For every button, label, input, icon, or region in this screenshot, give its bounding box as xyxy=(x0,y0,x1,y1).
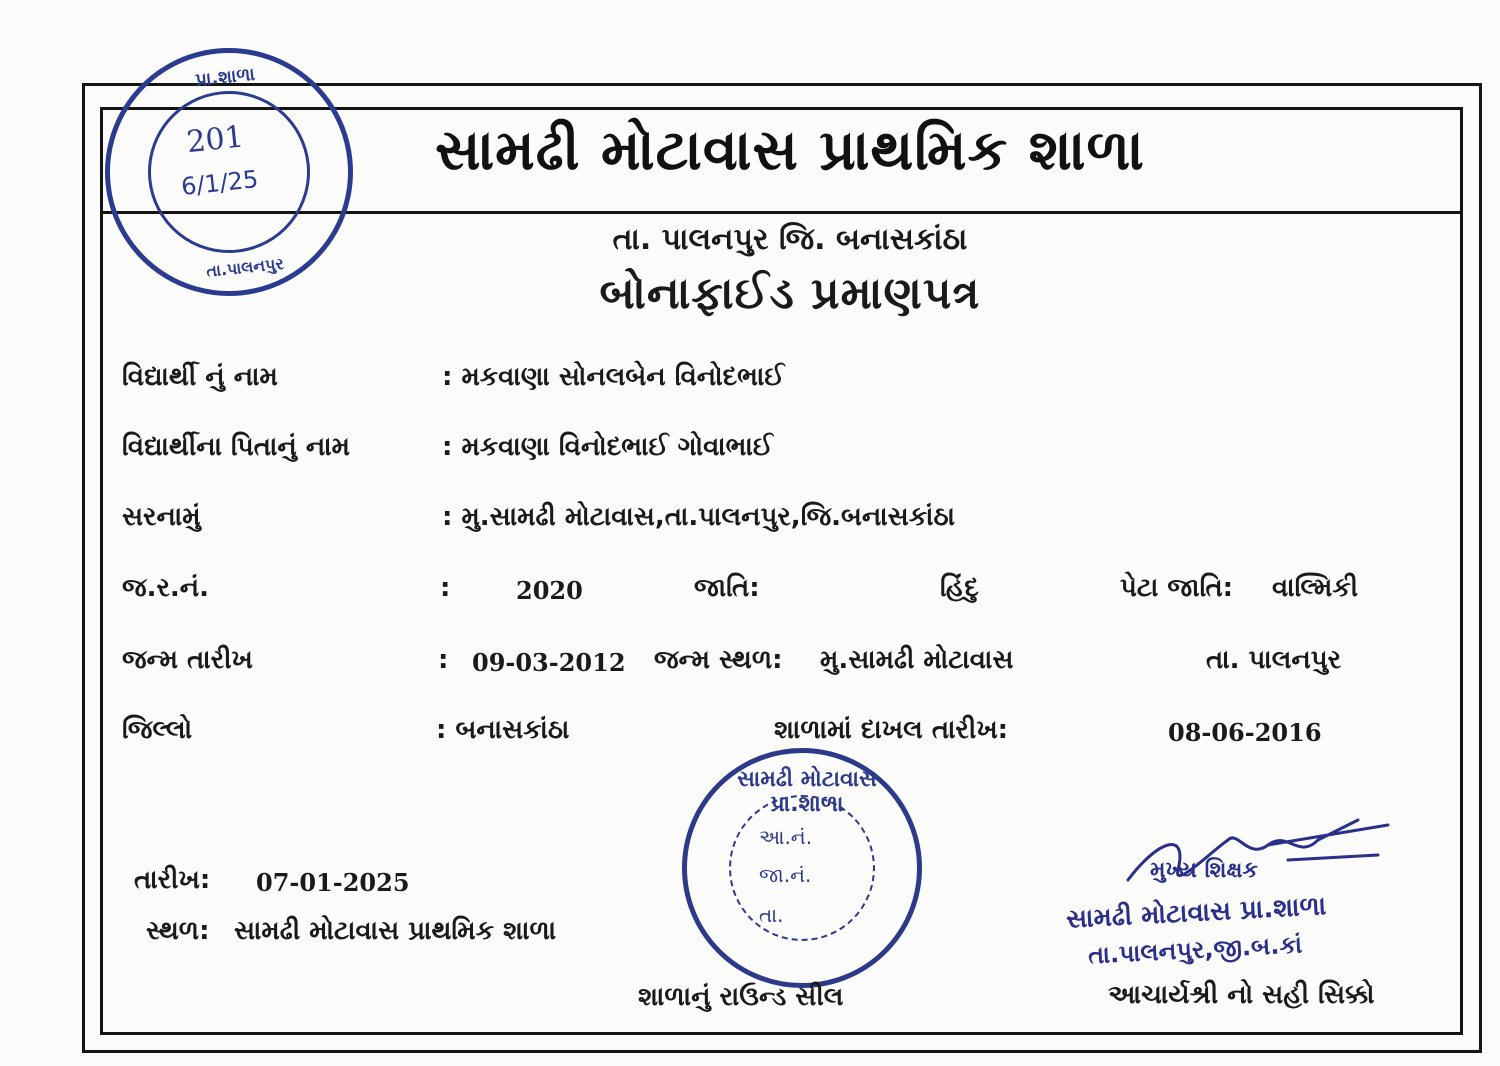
stamp-number: 201 xyxy=(184,119,246,161)
seal-line-date: તા. xyxy=(759,903,784,927)
district-value: : બનાસકાંઠા xyxy=(436,715,570,745)
admission-date-value: 08-06-2016 xyxy=(1168,718,1322,747)
dob-label: જન્મ તારીખ xyxy=(122,645,253,675)
seal-line-outward-no: આ.નં. xyxy=(759,825,813,849)
place-value: સામઢી મોટાવાસ પ્રાથમિક શાળા xyxy=(234,916,557,946)
school-name: સામઢી મોટાવાસ પ્રાથમિક શાળા xyxy=(435,118,1145,183)
seal-line-inward-no: જા.નં. xyxy=(759,863,812,887)
father-name-value: : મકવાણા વિનોદભાઈ ગોવાભાઈ xyxy=(442,432,773,462)
birthplace-label: જન્મ સ્થળ: xyxy=(654,645,783,675)
address-label: સરનામું xyxy=(122,502,201,532)
place-label: સ્થળ: xyxy=(146,916,210,946)
dob-colon: : xyxy=(438,645,449,675)
taluka-district: તા. પાલનપુર જિ. બનાસકાંઠા xyxy=(612,222,968,257)
birthplace-taluka: તા. પાલનપુર xyxy=(1206,645,1342,675)
stamp-ring-bottom-text: તા.પાલનપુર xyxy=(205,253,285,281)
gr-number-value: 2020 xyxy=(516,576,583,605)
caste-value: હિંદુ xyxy=(940,573,979,603)
round-seal-caption: શાળાનું રાઉન્ડ સીલ xyxy=(638,982,844,1012)
issue-date-label: તારીખ: xyxy=(134,865,211,895)
admission-date-label: શાળામાં દાખલ તારીખ: xyxy=(774,715,1009,745)
subcaste-label: પેટા જાતિ: xyxy=(1120,573,1234,603)
dob-value: 09-03-2012 xyxy=(472,648,626,677)
issue-date-value: 07-01-2025 xyxy=(256,868,410,897)
student-name-label: વિદ્યાર્થી નું નામ xyxy=(122,362,278,392)
father-name-label: વિદ્યાર્થીના પિતાનું નામ xyxy=(122,432,350,462)
birthplace-value: મુ.સામઢી મોટાવાસ xyxy=(820,645,1014,675)
certificate-title: બોનાફાઈડ પ્રમાણપત્ર xyxy=(599,268,981,319)
student-name-value: : મકવાણા સોનલબેન વિનોદભાઈ xyxy=(442,362,785,392)
principal-caption: આચાર્યશ્રી નો સહી સિક્કો xyxy=(1108,980,1375,1010)
school-round-seal xyxy=(682,748,922,988)
gr-number-label: જ.ર.નં. xyxy=(122,573,210,603)
address-value: : મુ.સામઢી મોટાવાસ,તા.પાલનપુર,જિ.બનાસકાંઠા xyxy=(442,502,955,532)
principal-signature xyxy=(1118,800,1398,910)
stamp-ring-top-text: પ્રા.શાળા xyxy=(194,63,256,91)
gr-colon: : xyxy=(440,573,451,603)
stamp-date: 6/1/25 xyxy=(179,165,260,201)
signature-address: તા.પાલનપુર,જી.બ.કાં xyxy=(1087,930,1303,970)
district-label: જિલ્લો xyxy=(122,715,193,745)
signature-role: મુખ્ય શિક્ષક xyxy=(1150,858,1259,883)
signature-school: સામઢી મોટાવાસ પ્રા.શાળા xyxy=(1065,891,1328,935)
caste-label: જાતિ: xyxy=(694,573,760,603)
seal-arc-text: સામઢી મોટાવાસ પ્રા.શાળા xyxy=(737,767,877,817)
subcaste-value: વાલ્મિકી xyxy=(1272,573,1359,603)
